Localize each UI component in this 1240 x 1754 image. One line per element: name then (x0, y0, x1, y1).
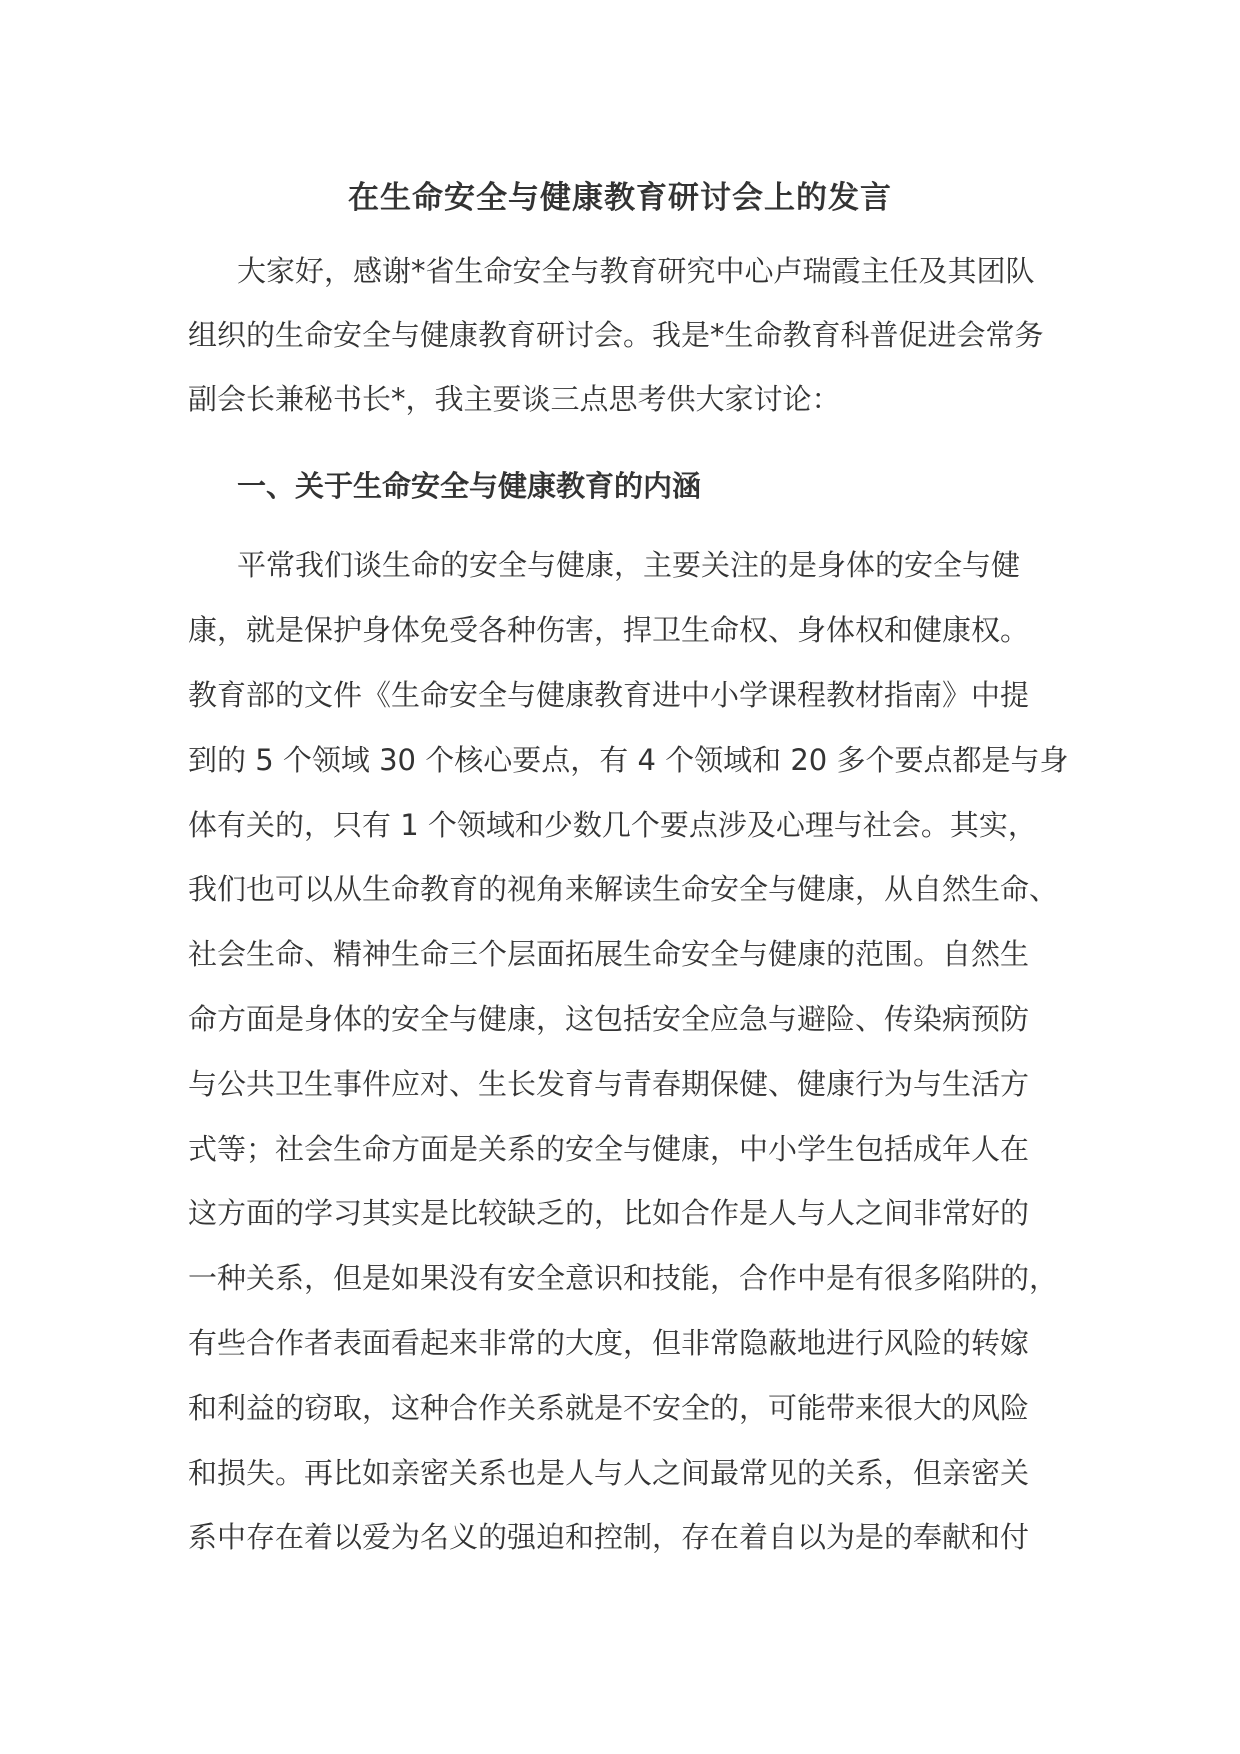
intro-line: 副会长兼秘书长*，我主要谈三点思考供大家讨论： (188, 382, 841, 416)
intro-line: 大家好，感谢*省生命安全与教育研究中心卢瑞霞主任及其团队 (237, 254, 1035, 288)
body-line: 这方面的学习其实是比较缺乏的，比如合作是人与人之间非常好的 (188, 1196, 1030, 1230)
document-title: 在生命安全与健康教育研讨会上的发言 (348, 180, 892, 216)
body-line: 康，就是保护身体免受各种伤害，捍卫生命权、身体权和健康权。 (188, 613, 1030, 647)
body-line: 有些合作者表面看起来非常的大度，但非常隐蔽地进行风险的转嫁 (188, 1326, 1030, 1360)
body-line: 教育部的文件《生命安全与健康教育进中小学课程教材指南》中提 (188, 678, 1030, 712)
body-line: 我们也可以从生命教育的视角来解读生命安全与健康，从自然生命、 (188, 872, 1059, 906)
body-line: 和利益的窃取，这种合作关系就是不安全的，可能带来很大的风险 (188, 1391, 1030, 1425)
body-line: 社会生命、精神生命三个层面拓展生命安全与健康的范围。自然生 (188, 937, 1030, 971)
body-line: 系中存在着以爱为名义的强迫和控制，存在着自以为是的奉献和付 (188, 1520, 1030, 1554)
body-line: 到的 5 个领域 30 个核心要点，有 4 个领域和 20 多个要点都是与身 (188, 743, 1069, 777)
body-line: 命方面是身体的安全与健康，这包括安全应急与避险、传染病预防 (188, 1002, 1030, 1036)
body-line: 体有关的，只有 1 个领域和少数几个要点涉及心理与社会。其实， (188, 808, 1037, 842)
body-line: 平常我们谈生命的安全与健康，主要关注的是身体的安全与健 (237, 548, 1021, 582)
body-line: 和损失。再比如亲密关系也是人与人之间最常见的关系，但亲密关 (188, 1456, 1030, 1490)
body-line: 一种关系，但是如果没有安全意识和技能，合作中是有很多陷阱的， (188, 1261, 1059, 1295)
section-heading: 一、关于生命安全与健康教育的内涵 (237, 469, 702, 503)
body-line: 式等；社会生命方面是关系的安全与健康，中小学生包括成年人在 (188, 1132, 1030, 1166)
intro-line: 组织的生命安全与健康教育研讨会。我是*生命教育科普促进会常务 (188, 318, 1044, 352)
body-line: 与公共卫生事件应对、生长发育与青春期保健、健康行为与生活方 (188, 1067, 1030, 1101)
